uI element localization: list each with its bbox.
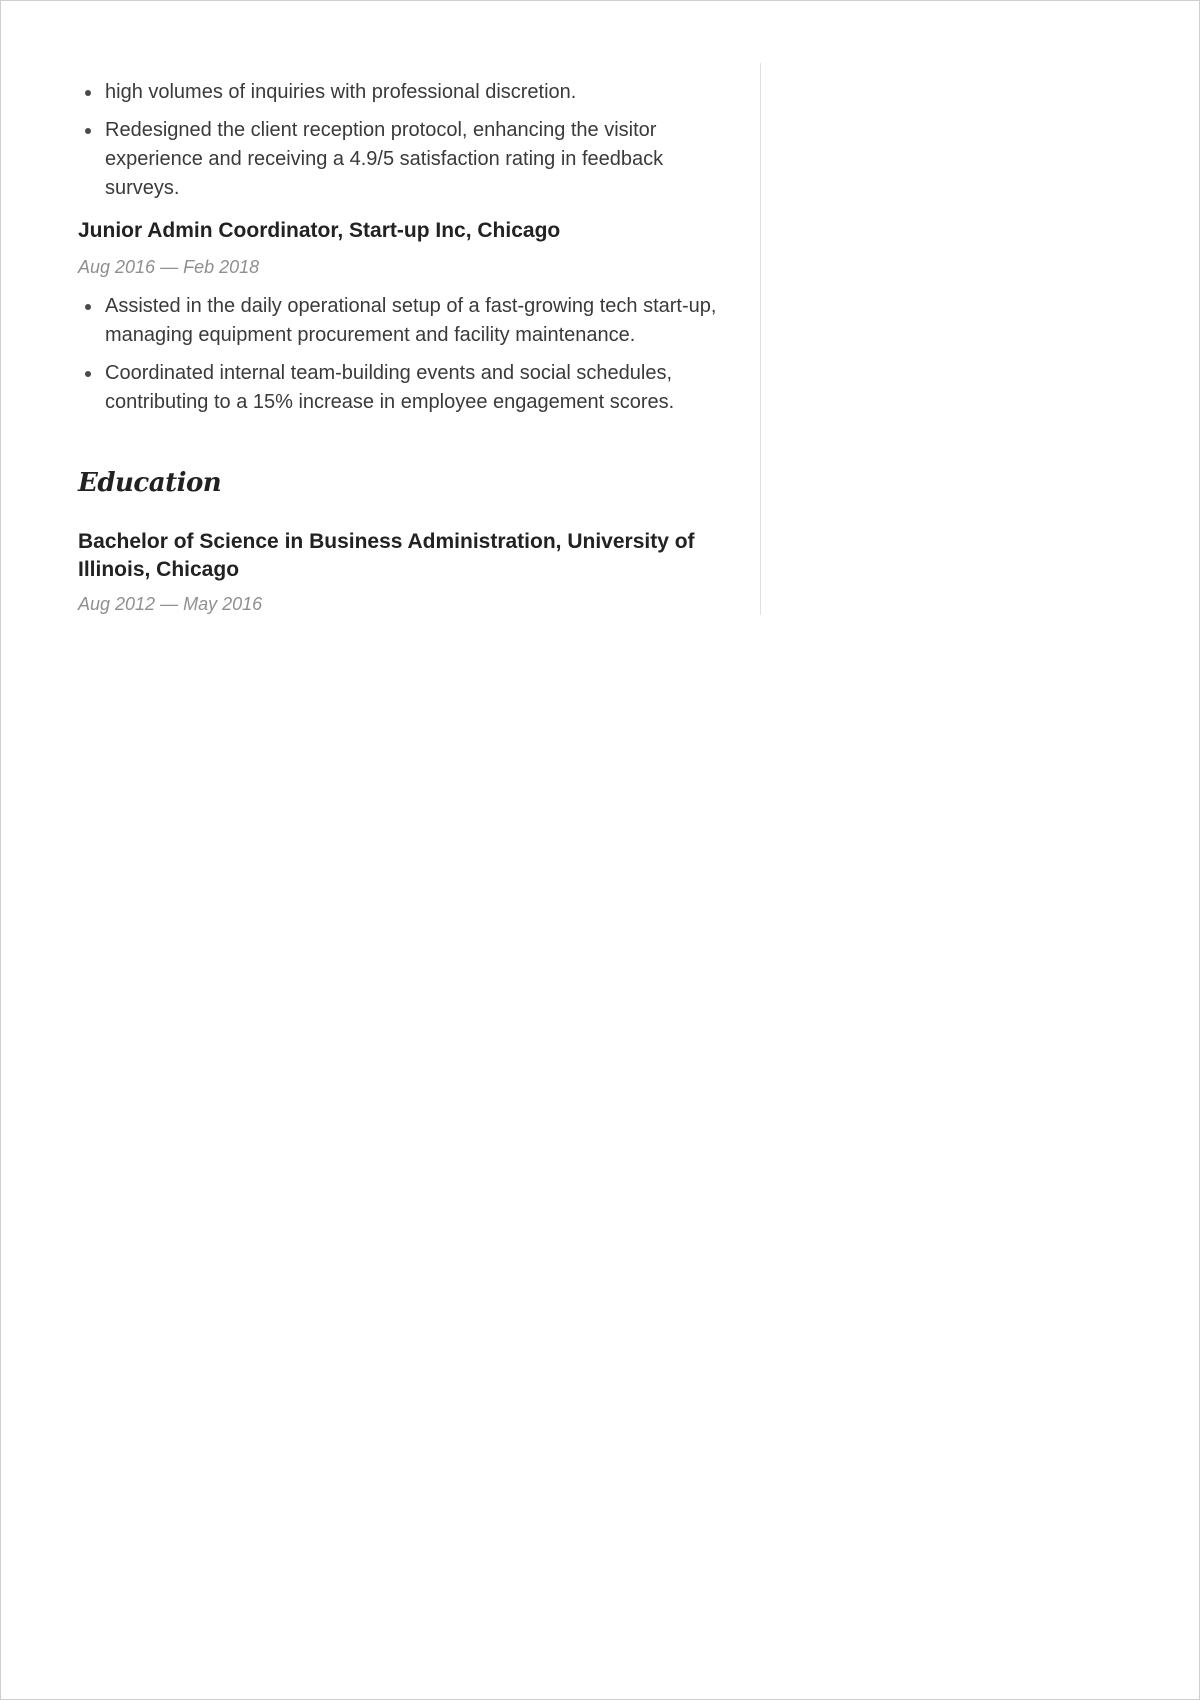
list-item: high volumes of inquiries with professional discretion. [105, 78, 718, 107]
list-item: Redesigned the client reception protocol, enhancing the visitor experience and receiving a 4.9/5 satisfaction rating in feedback surveys. [105, 116, 718, 203]
job-title: Junior Admin Coordinator, Start-up Inc, Chicago [78, 219, 561, 242]
section-title-education: Education [78, 468, 222, 498]
degree-title: Bachelor of Science in Business Administration, University of Illinois, Chicago [78, 530, 695, 581]
previous-job-bullet-list [78, 78, 718, 203]
job-dates: Aug 2016 — Feb 2018 [78, 257, 260, 277]
previous-job-continuation [78, 78, 718, 212]
list-item: Assisted in the daily operational setup of a fast-growing tech start-up, managing equipment procurement and facility maintenance. [105, 292, 718, 350]
job-bullet-list [78, 292, 718, 417]
education-entry [78, 528, 718, 616]
education-section [78, 466, 718, 629]
education-dates: Aug 2012 — May 2016 [78, 594, 263, 614]
column-divider [760, 63, 761, 615]
job-entry [78, 217, 718, 426]
list-item: Coordinated internal team-building events and social schedules, contributing to a 15% increase in employee engagement scores. [105, 359, 718, 417]
